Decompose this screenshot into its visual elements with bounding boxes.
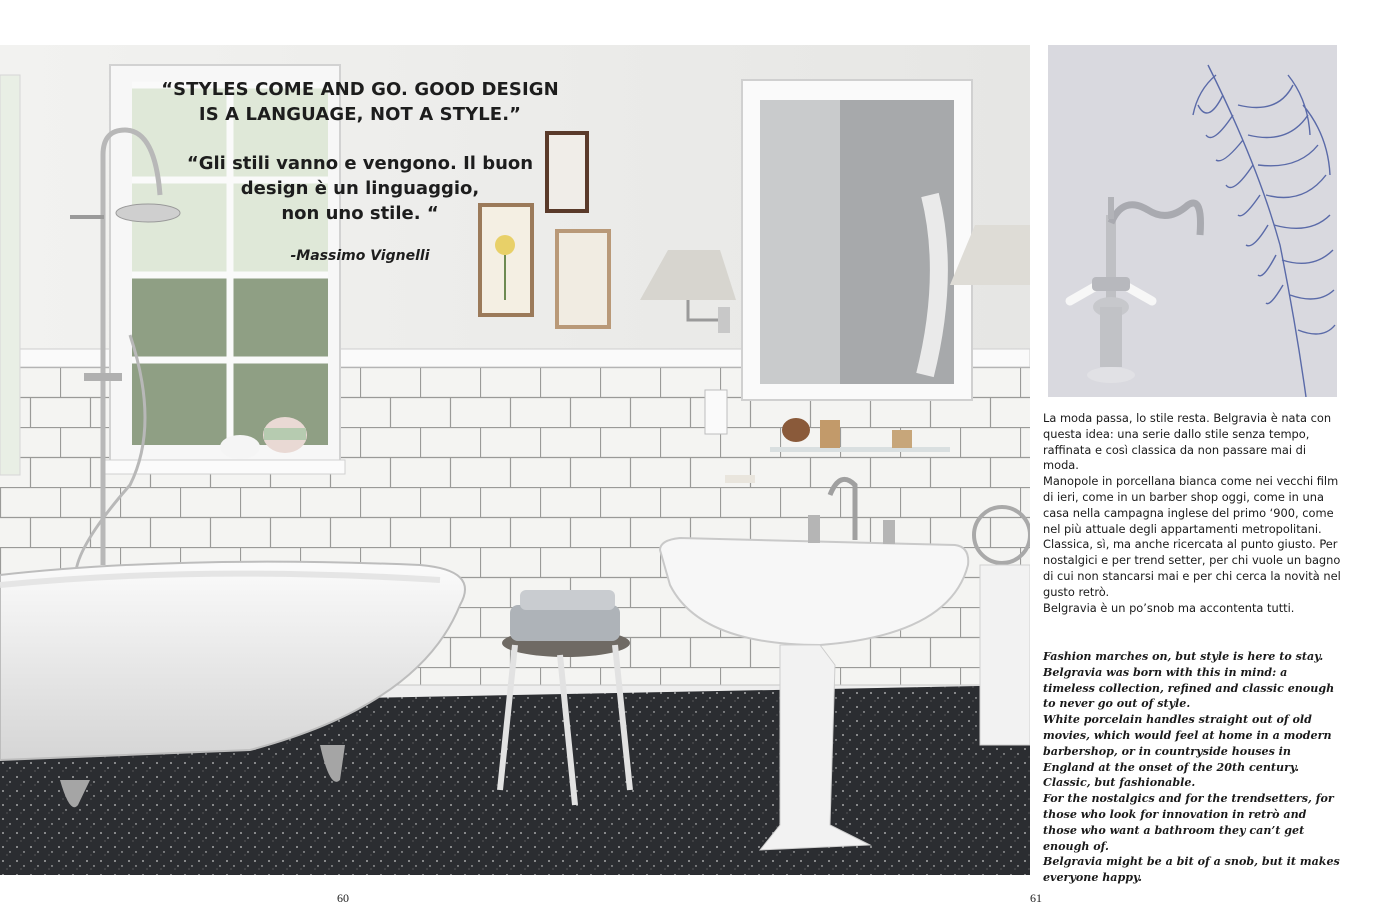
- quote-italian-line: “Gli stili vanno e vengono. Il buon: [186, 153, 534, 174]
- branch-illustration: [1193, 65, 1335, 397]
- italian-paragraph: La moda passa, lo stile resta. Belgravia è nata con questa idea: una serie dallo stile senza tempo, raffinata e così classica da non passare mai di moda.: [1043, 411, 1332, 473]
- faucet-product-image: [1048, 45, 1337, 397]
- body-text-english: [1043, 649, 1343, 886]
- pull-quote: [150, 77, 570, 264]
- english-paragraph: For the nostalgics and for the trendsetters, for those who look for innovation in retrò and those who want a bathroom they can’t get enough of.: [1043, 792, 1334, 853]
- body-text-italian: [1043, 411, 1343, 616]
- english-paragraph: Fashion marches on, but style is here to stay. Belgravia was born with this in mind: a timeless collection, refined and classic enough to never go out of style.: [1043, 650, 1335, 711]
- page-number-left: 60: [337, 891, 349, 905]
- english-paragraph: White porcelain handles straight out of old movies, which would feel at home in a modern barbershop, or in countryside houses in England at the onset of the 20th century. Classic, but fashionable.: [1043, 713, 1332, 790]
- italian-paragraph: Manopole in porcellana bianca come nei vecchi film di ieri, come in un barber shop oggi, come in una casa nella campagna inglese del primo ‘900, come nel più attuale degli appartamenti metropolitani.: [1043, 474, 1339, 536]
- italian-paragraph: Belgravia è un po’snob ma accontenta tutti.: [1043, 600, 1295, 615]
- english-paragraph: Belgravia might be a bit of a snob, but it makes everyone happy.: [1043, 855, 1340, 885]
- quote-italian-line: design è un linguaggio,: [240, 178, 480, 199]
- italian-paragraph: Classica, sì, ma anche ricercata al punto giusto. Per nostalgici e per trend setter, per chi vuole un bagno di cui non stancarsi mai e per chi cerca la novità nel gusto retrò.: [1043, 537, 1341, 599]
- quote-italian-line: non uno stile. “: [281, 203, 439, 224]
- quote-english-line: IS A LANGUAGE, NOT A STYLE.”: [198, 104, 522, 125]
- quote-italian: [150, 151, 570, 226]
- quote-english: [150, 77, 570, 127]
- quote-author: -Massimo Vignelli: [290, 248, 430, 264]
- faucet-and-branch-illustration: [1048, 45, 1337, 397]
- quote-english-line: “STYLES COME AND GO. GOOD DESIGN: [161, 79, 559, 100]
- bathroom-photo: [0, 45, 1030, 875]
- faucet-illustration: [1070, 197, 1201, 383]
- page-number-right: 61: [1030, 891, 1042, 905]
